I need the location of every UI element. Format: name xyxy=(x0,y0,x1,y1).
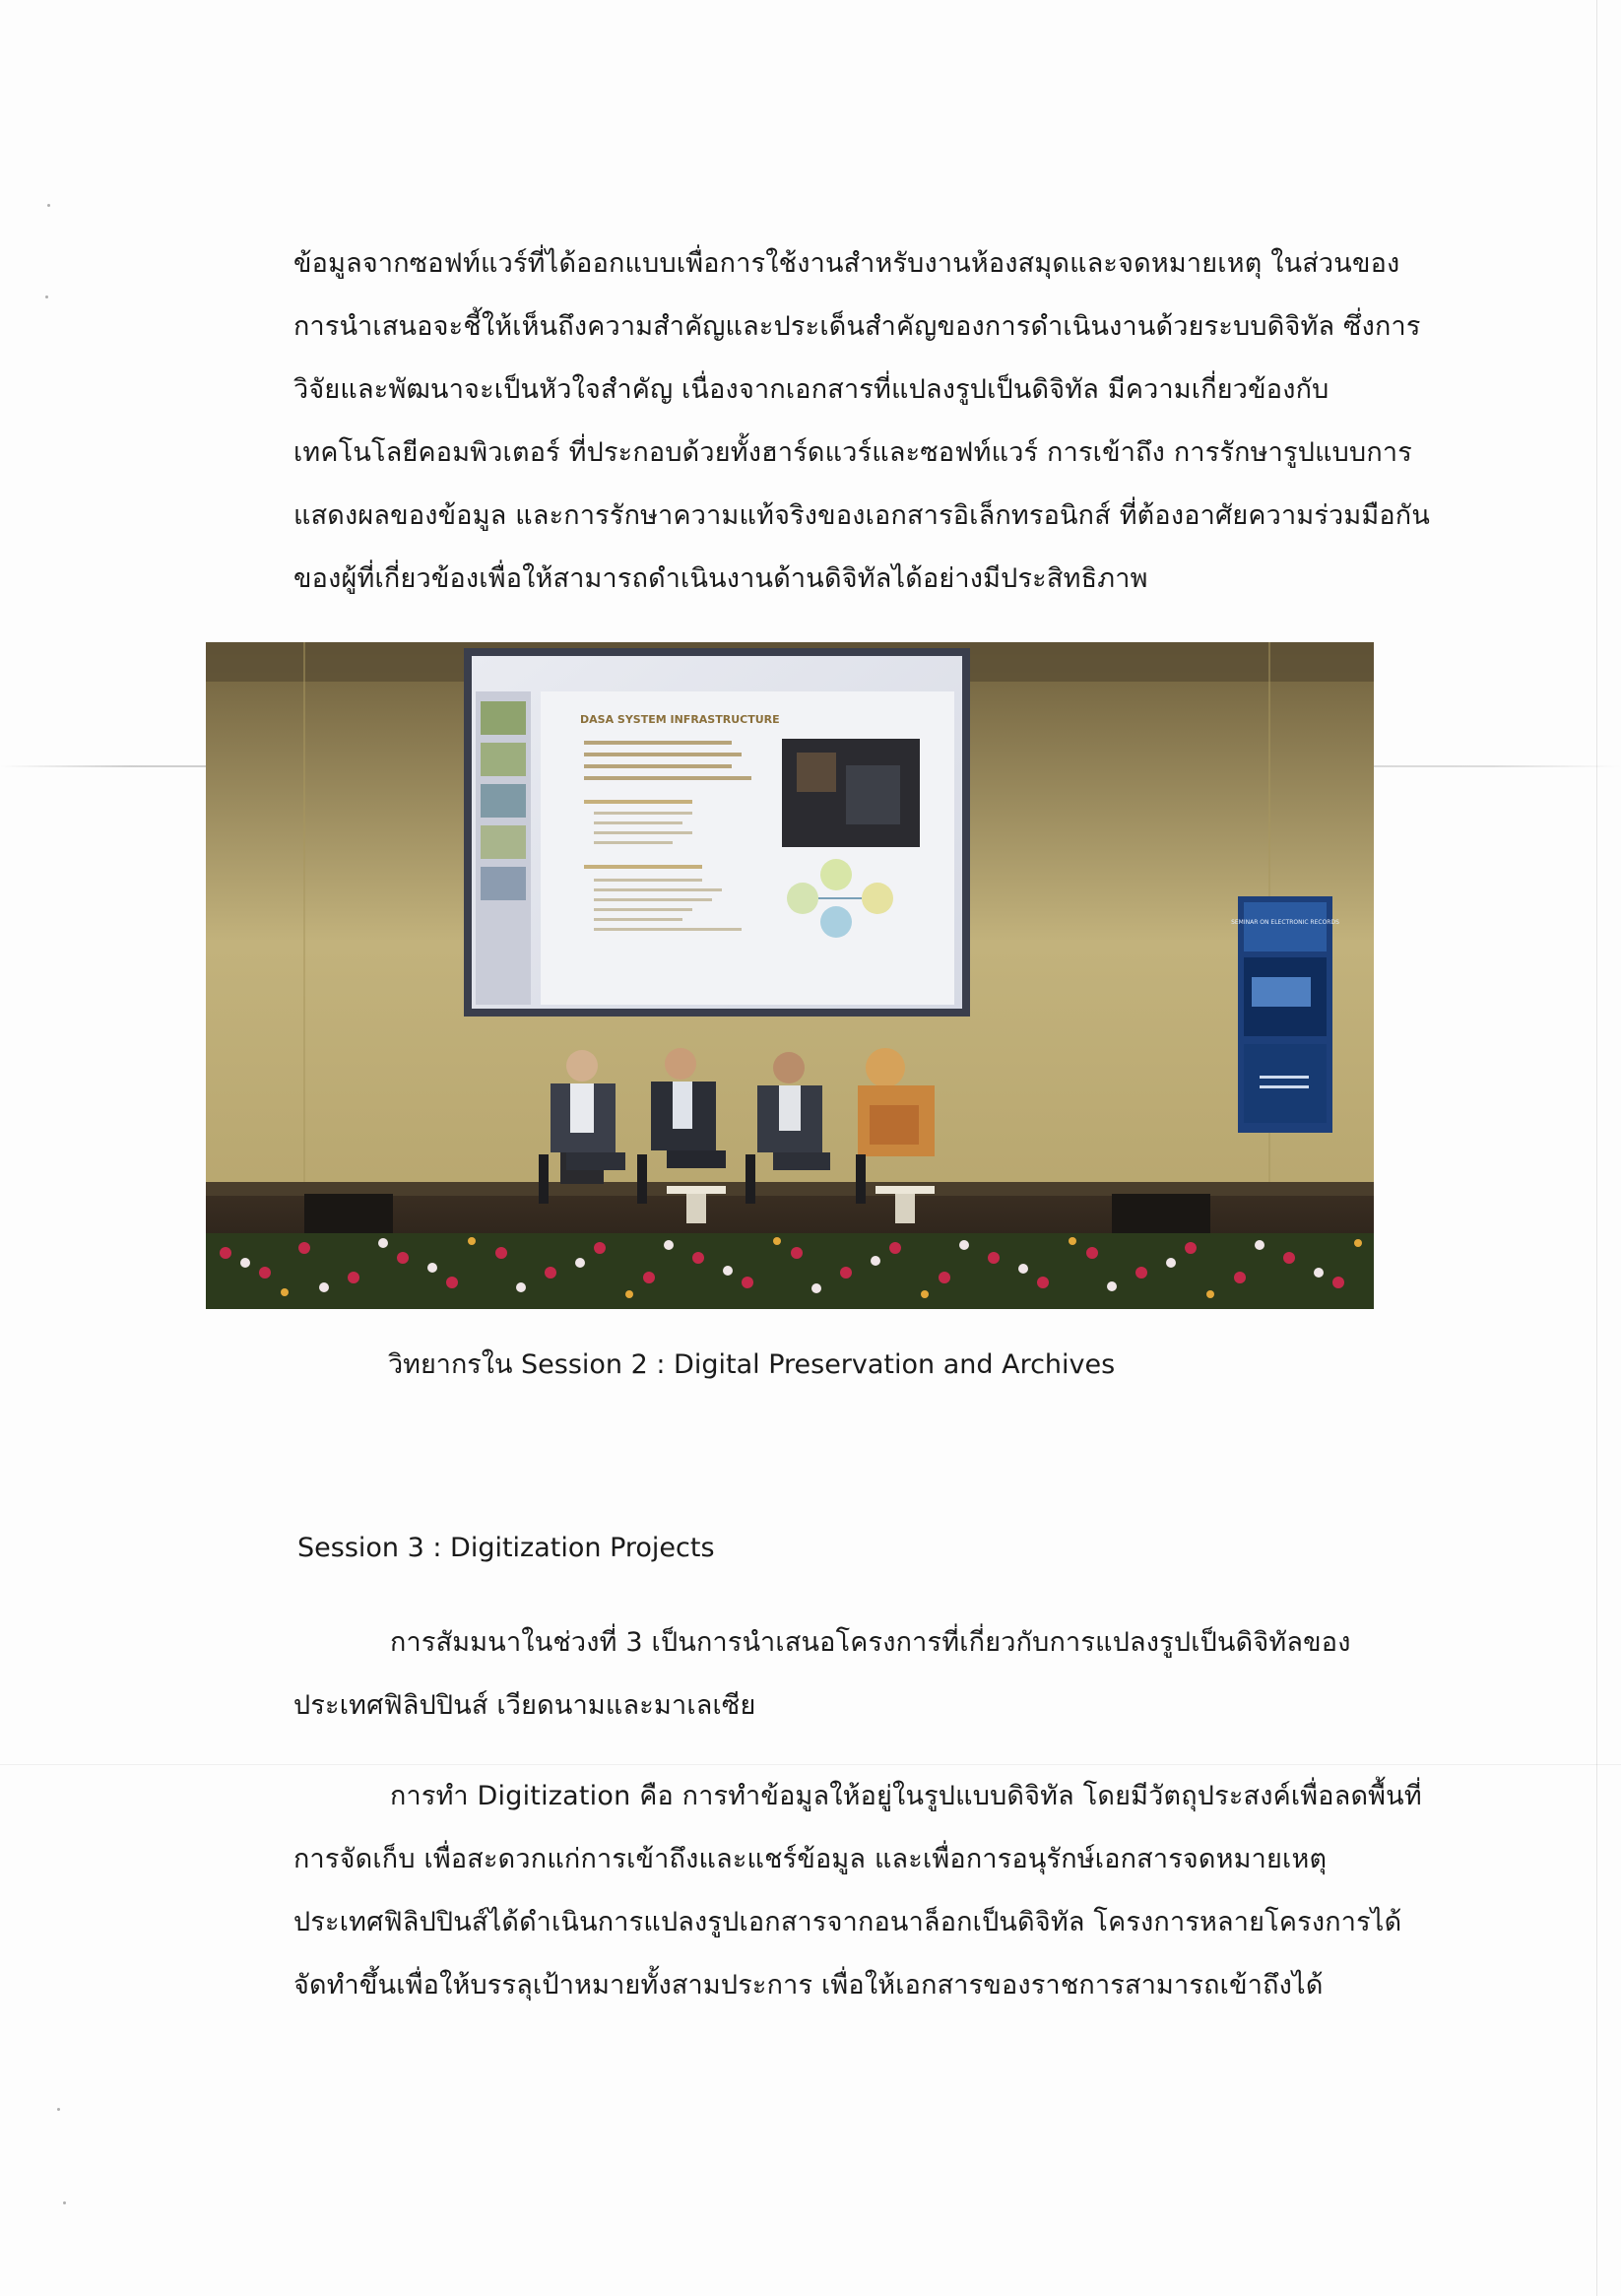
paragraph-line: จัดทำขึ้นเพื่อให้บรรลุเป้าหมายทั้งสามประการ เพื่อให้เอกสารของราชการสามารถเข้าถึงได้ xyxy=(293,1970,1324,2001)
event-banner xyxy=(1231,896,1339,1133)
section-heading: Session 3 : Digitization Projects xyxy=(297,1533,715,1563)
intro-line: ข้อมูลจากซอฟท์แวร์ที่ได้ออกแบบเพื่อการใช้งานสำหรับงานห้องสมุดและจดหมายเหตุ ในส่วนของ xyxy=(293,248,1400,279)
paragraph-line: ประเทศฟิลิปปินส์ได้ดำเนินการแปลงรูปเอกสารจากอนาล็อกเป็นดิจิทัล โครงการหลายโครงการได้ xyxy=(293,1907,1402,1937)
intro-line: ของผู้ที่เกี่ยวข้องเพื่อให้สามารถดำเนินงานด้านดิจิทัลได้อย่างมีประสิทธิภาพ xyxy=(293,563,1148,594)
paragraph-line: การทำ Digitization คือ การทำข้อมูลให้อยู่ในรูปแบบดิจิทัล โดยมีวัตถุประสงค์เพื่อลดพื้นที่ xyxy=(390,1781,1422,1811)
intro-line: วิจัยและพัฒนาจะเป็นหัวใจสำคัญ เนื่องจากเอกสารที่แปลงรูปเป็นดิจิทัล มีความเกี่ยวข้องกับ xyxy=(293,374,1329,405)
digitization-paragraph xyxy=(293,1765,1422,2017)
scan-speck xyxy=(47,204,50,207)
paragraph-line: การสัมมนาในช่วงที่ 3 เป็นการนำเสนอโครงการที่เกี่ยวกับการแปลงรูปเป็นดิจิทัลของ xyxy=(390,1627,1351,1658)
intro-line: แสดงผลของข้อมูล และการรักษาความแท้จริงของเอกสารอิเล็กทรอนิกส์ ที่ต้องอาศัยความร่วมมือกัน xyxy=(293,500,1431,531)
stage-flowers xyxy=(206,1233,1374,1309)
intro-line: การนำเสนอจะชี้ให้เห็นถึงความสำคัญและประเด็นสำคัญของการดำเนินงานด้วยระบบดิจิทัล ซึ่งการ xyxy=(293,311,1421,342)
scan-speck xyxy=(45,295,48,298)
photo-caption: วิทยากรใน Session 2 : Digital Preservation and Archives xyxy=(388,1349,1116,1380)
photo-illustration xyxy=(206,642,1374,1309)
slide-title-text: DASA SYSTEM INFRASTRUCTURE xyxy=(580,713,780,726)
paragraph-line: การจัดเก็บ เพื่อสะดวกแก่การเข้าถึงและแชร์ข้อมูล และเพื่อการอนุรักษ์เอกสารจดหมายเหตุ xyxy=(293,1844,1328,1874)
projection-screen xyxy=(464,648,970,1017)
intro-line: เทคโนโลยีคอมพิวเตอร์ ที่ประกอบด้วยทั้งฮาร์ดแวร์และซอฟท์แวร์ การเข้าถึง การรักษารูปแบบการ xyxy=(293,437,1412,468)
intro-paragraph xyxy=(293,232,1431,611)
session3-intro-paragraph xyxy=(293,1611,1377,1738)
conference-panel-photo xyxy=(206,642,1374,1309)
scan-speck xyxy=(63,2201,66,2204)
paragraph-line: ประเทศฟิลิปปินส์ เวียดนามและมาเลเซีย xyxy=(293,1690,756,1721)
page-edge-shadow xyxy=(1596,0,1597,2296)
scan-speck xyxy=(57,2108,60,2111)
banner-title-text: SEMINAR ON ELECTRONIC RECORDS xyxy=(1231,919,1339,926)
